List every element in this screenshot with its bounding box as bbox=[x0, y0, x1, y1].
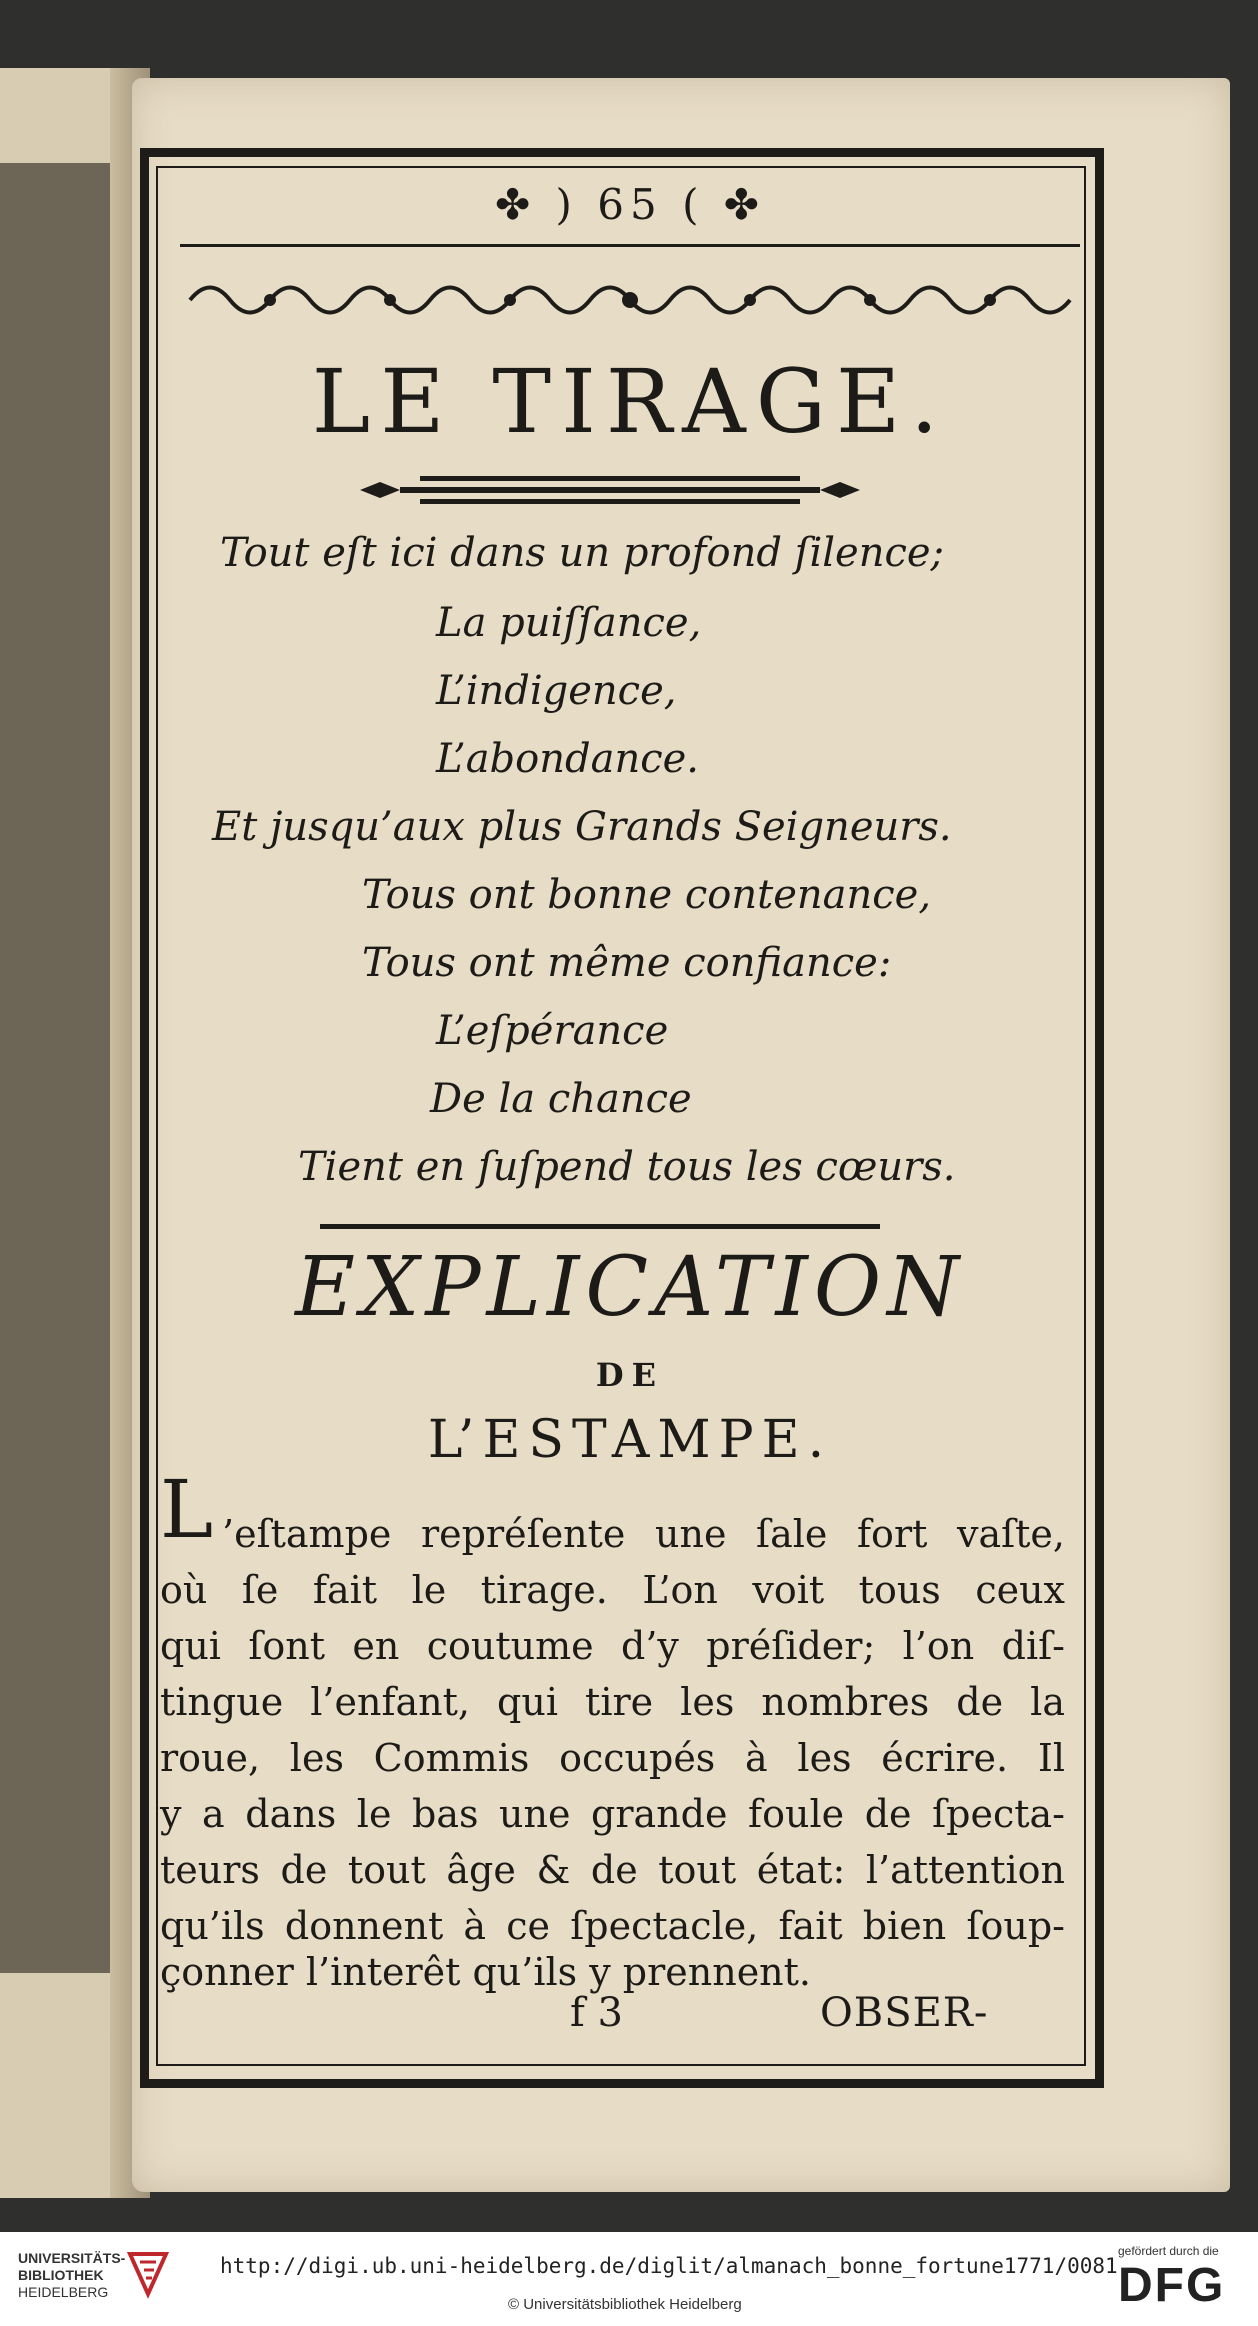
prose-line: y a dans le bas une grande foule de ſpecta- bbox=[160, 1792, 1065, 1836]
section-rule bbox=[320, 1224, 880, 1229]
prose-line: teurs de tout âge & de tout état: l’attention bbox=[160, 1848, 1065, 1892]
library-name-line2: BIBLIOTHEK bbox=[18, 2267, 104, 2283]
copyright-text: © Universitätsbibliothek Heidelberg bbox=[508, 2296, 742, 2313]
verse-line: De la chance bbox=[430, 1076, 692, 1122]
left-page-edge bbox=[0, 68, 150, 2198]
prose-line: tingue l’enfant, qui tire les nombres de la bbox=[160, 1680, 1065, 1724]
catchword: OBSER- bbox=[820, 1990, 989, 2036]
verse-line: L’indigence, bbox=[436, 668, 677, 714]
engraving-fragment bbox=[0, 163, 120, 1973]
funding-note: gefördert durch die bbox=[1118, 2244, 1219, 2258]
section-title: EXPLICATION bbox=[295, 1240, 965, 1335]
section-subtitle: L’ESTAMPE. bbox=[427, 1410, 833, 1470]
prose-line: ’eſtampe repréſente une ſale fort vaſte, bbox=[222, 1512, 1065, 1556]
verse-line: Et jusqu’aux plus Grands Seigneurs. bbox=[212, 804, 952, 850]
verse-line: Tous ont même confiance: bbox=[362, 940, 892, 986]
section-subtitle-de: DE bbox=[595, 1356, 665, 1394]
library-logo-text bbox=[18, 2250, 125, 2301]
prose-line: où ſe fait le tirage. L’on voit tous ceux bbox=[160, 1568, 1065, 1612]
prose-line: qui ſont en coutume d’y préſider; l’on diſ- bbox=[160, 1624, 1065, 1668]
running-head: ✤ ) 65 ( ✤ bbox=[495, 180, 765, 229]
verse-line: Tout eſt ici dans un profond ſilence; bbox=[220, 530, 945, 576]
verse-line: Tient en ſuſpend tous les cœurs. bbox=[298, 1144, 956, 1190]
page-title: LE TIRAGE. bbox=[311, 350, 949, 453]
verse-line: La puiſſance, bbox=[436, 600, 702, 646]
library-name-line1: UNIVERSITÄTS- bbox=[18, 2250, 126, 2266]
library-logo-icon bbox=[126, 2248, 172, 2300]
library-name-line3: HEIDELBERG bbox=[18, 2284, 109, 2300]
verse-line: L’eſpérance bbox=[436, 1008, 669, 1054]
prose-line: qu’ils donnent à ce ſpectacle, fait bien ſoup- bbox=[160, 1904, 1065, 1948]
verse-line: L’abondance. bbox=[436, 736, 699, 782]
ornament-border bbox=[180, 270, 1080, 330]
verse-line: Tous ont bonne contenance, bbox=[362, 872, 932, 918]
prose-line: çonner l’interêt qu’ils y prennent. bbox=[160, 1950, 812, 1994]
drop-cap: L bbox=[160, 1463, 214, 1556]
prose-line: roue, les Commis occupés à les écrire. Il bbox=[160, 1736, 1065, 1780]
dfg-logo: DFG bbox=[1118, 2259, 1226, 2312]
head-rule bbox=[180, 244, 1080, 247]
viewer-footer bbox=[0, 2232, 1258, 2326]
signature-mark: f 3 bbox=[570, 1990, 623, 2036]
title-rule bbox=[360, 470, 860, 510]
page-url-link[interactable]: http://digi.ub.uni-heidelberg.de/diglit/almanach_bonne_fortune1771/0081 bbox=[220, 2254, 1118, 2278]
